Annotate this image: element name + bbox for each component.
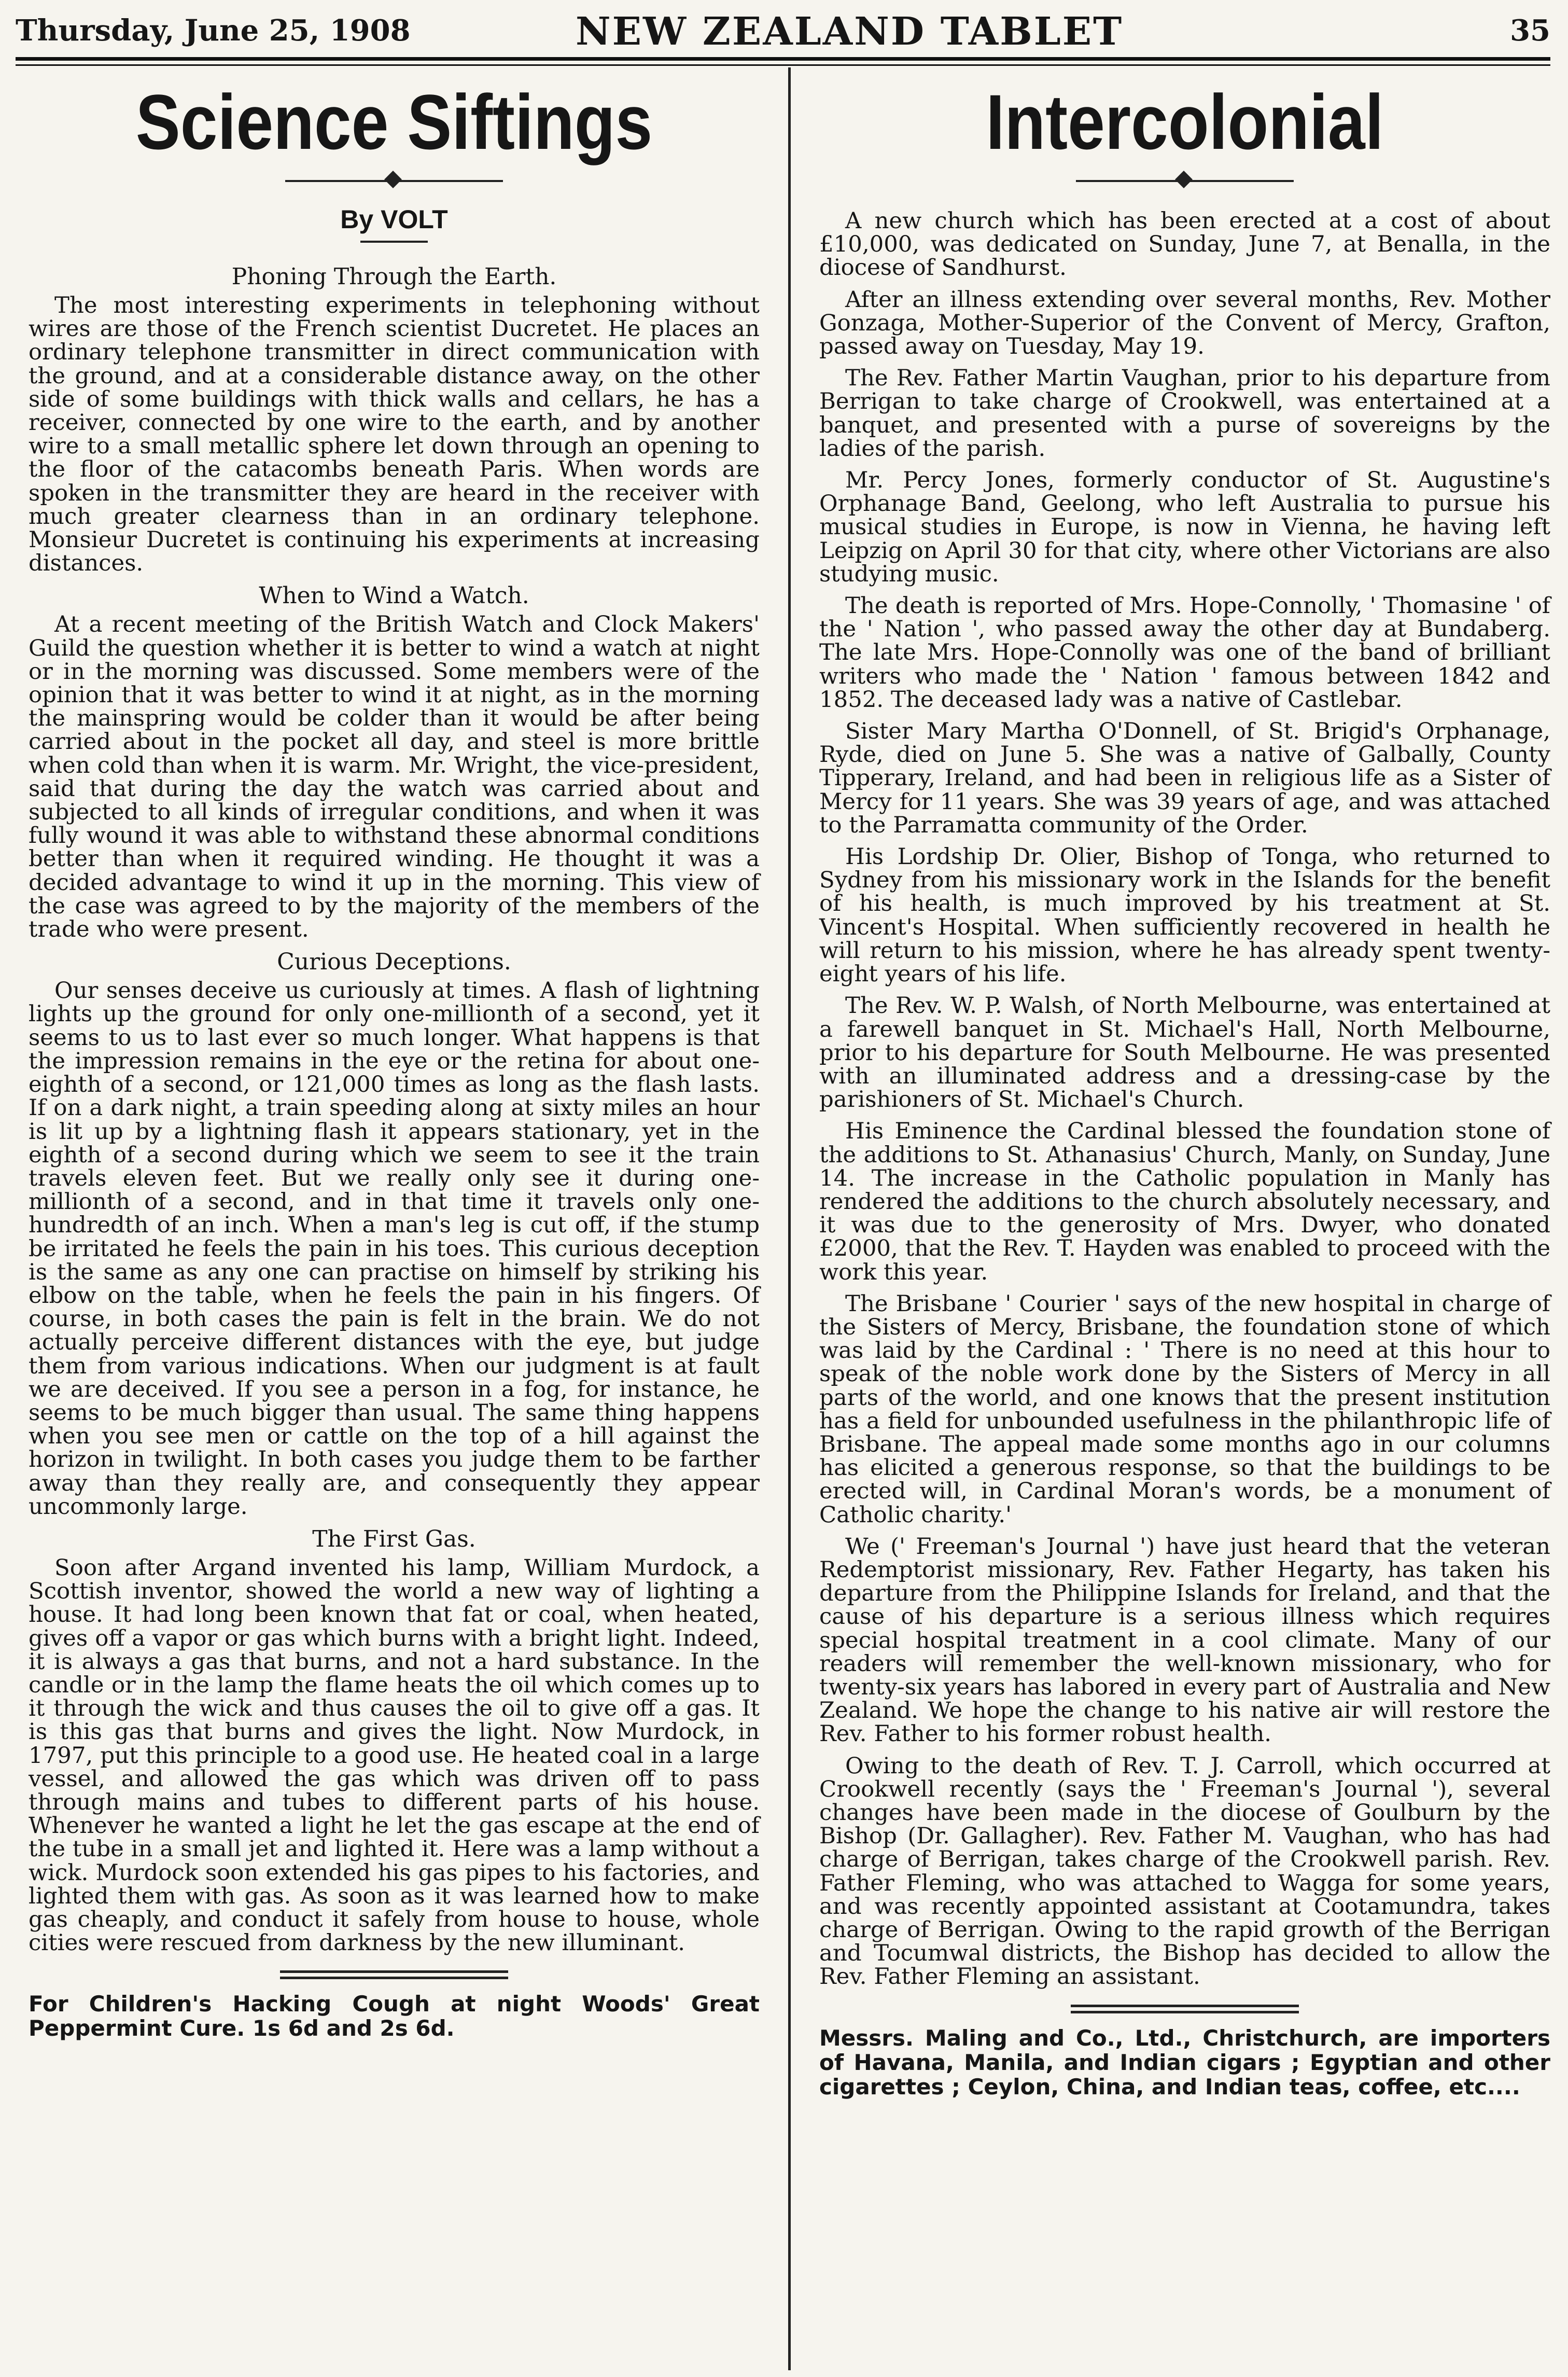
news-item: After an illness extending over several months, Rev. Mother Gonzaga, Mother-Superior of the Convent of Mercy, Grafton, passed away on Tuesday, May 19. xyxy=(819,286,1550,360)
news-item: The Rev. W. P. Walsh, of North Melbourne, was entertained at a farewell banquet in St. Michael's Hall, North Melbourne, prior to his departure for South Melbourne. He was presented with an illuminated address and a dressing-case by the parishioners of St. Michael's Church. xyxy=(819,993,1550,1113)
title-ornament xyxy=(285,173,503,189)
diamond-icon xyxy=(384,171,402,188)
page-header xyxy=(16,9,1550,54)
news-item: His Eminence the Cardinal blessed the foundation stone of the additions to St. Athanasius' Church, Manly, on Sunday, June 14. The increase in the Catholic population in Manly has rendered the additions to the church absolutely necessary, and it was due to the generosity of Mrs. Dwyer, who donated £2000, that the Rev. T. Hayden was enabled to proceed with the work this year. xyxy=(819,1118,1550,1285)
intercolonial-column xyxy=(819,78,1550,2100)
header-date: Thursday, June 25, 1908 xyxy=(16,13,411,48)
section-title: Science Siftings xyxy=(135,78,653,165)
advert-rule xyxy=(1071,2005,1299,2013)
header-rule-thin xyxy=(16,64,1550,66)
advert-rule xyxy=(280,1970,508,1979)
byline-rule xyxy=(360,241,428,243)
news-item: Mr. Percy Jones, formerly conductor of St. Augustine's Orphanage Band, Geelong, who left Australia to pursue his musical studies in Europe, is now in Vienna, he having left Leipzig on April 30 for that city, where other Victorians are also studying music. xyxy=(819,467,1550,587)
article-subhead: Phoning Through the Earth. xyxy=(231,263,557,290)
article-subhead: The First Gas. xyxy=(312,1525,476,1552)
news-item: The Rev. Father Martin Vaughan, prior to his departure from Berrigan to take charge of Crookwell, was entertained at a banquet, and presented with a purse of sovereigns by the ladies of the parish. xyxy=(819,365,1550,462)
publication-title: NEW ZEALAND TABLET xyxy=(576,9,1124,54)
advertisement: Messrs. Maling and Co., Ltd., Christchurch, are importers of Havana, Manila, and Indian cigars ; Egyptian and other cigarettes ; Ceylon, China, and Indian teas, coffee, etc.... xyxy=(819,2025,1550,2100)
byline: By VOLT xyxy=(340,205,448,234)
news-item: Owing to the death of Rev. T. J. Carroll, which occurred at Crookwell recently (says the ' Freeman's Journal '), several changes have been made in the diocese of Goulburn by the Bishop (Dr. Gallagher). Rev. Father M. Vaughan, who has had charge of Berrigan, takes charge of the Crookwell parish. Rev. Father Fleming, who was attached to Wagga for some years, and was recently appointed assistant at Cootamundra, takes charge of Berrigan. Owing to the rapid growth of the Berrigan and Tocumwal districts, the Bishop has decided to allow the Rev. Father Fleming an assistant. xyxy=(819,1753,1550,1990)
news-item: The Brisbane ' Courier ' says of the new hospital in charge of the Sisters of Mercy, Brisbane, the foundation stone of which was laid by the Cardinal : ' There is no need at this hour to speak of the noble work done by the Sisters of Mercy in all parts of the world, and one knows that the present institution has a field for unbounded usefulness in the philanthropic life of Brisbane. The appeal made some months ago in our columns has elicited a generous response, so that the buildings to be erected will, in Cardinal Moran's words, be a monument of Catholic charity.' xyxy=(819,1290,1550,1528)
article-paragraph: At a recent meeting of the British Watch and Clock Makers' Guild the question whether it is better to wind a watch at night or in the morning was discussed. Some members were of the opinion that it was better to wind it at night, as in the morning the mainspring would be colder than it would be after being carried about in the pocket all day, and steel is more brittle when cold than when it is warm. Mr. Wright, the vice-president, said that during the day the watch was carried about and subjected to all kinds of irregular conditions, and when it was fully wound it was able to withstand these abnormal conditions better than when it required winding. He thought it was a decided advantage to wind it up in the morning. This view of the case was agreed to by the majority of the members of the trade who were present. xyxy=(29,611,760,943)
article-paragraph: The most interesting experiments in telephoning without wires are those of the French scientist Ducretet. He places an ordinary telephone transmitter in direct communication with the ground, and at a considerable distance away, on the other side of some buildings with thick walls and cellars, he has a receiver, connected by one wire to the earth, and by another wire to a small metallic sphere let down through an opening to the floor of the catacombs beneath Paris. When words are spoken in the transmitter they are heard in the receiver with much greater clearness than in an ordinary telephone. Monsieur Ducretet is continuing his experiments at increasing distances. xyxy=(29,293,760,577)
article-paragraph: Soon after Argand invented his lamp, William Murdock, a Scottish inventor, showed the world a new way of lighting a house. It had long been known that fat or coal, when heated, gives off a vapor or gas which burns with a bright light. Indeed, it is always a gas that burns, and not a hard substance. In the candle or in the lamp the flame heats the oil which comes up to it through the wick and thus causes the oil to give off a gas. It is this gas that burns and gives the light. Now Murdock, in 1797, put this principle to a good use. He heated coal in a large vessel, and allowed the gas which was driven off to pass through mains and tubes to different parts of his house. Whenever he wanted a light he let the gas escape at the end of the tube in a small jet and lighted it. Here was a lamp without a wick. Murdock soon extended his gas pipes to his factories, and lighted them with gas. As soon as it was learned how to make gas cheaply, and conduct it safely from house to house, whole cities were rescued from darkness by the new illuminant. xyxy=(29,1554,760,1956)
header-rule-thick xyxy=(16,57,1550,61)
science-siftings-column xyxy=(29,78,760,2041)
news-item: The death is reported of Mrs. Hope-Connolly, ' Thomasine ' of the ' Nation ', who passed away the other day at Bundaberg. The late Mrs. Hope-Connolly was one of the band of brilliant writers who made the ' Nation ' famous between 1842 and 1852. The deceased lady was a native of Castlebar. xyxy=(819,593,1550,713)
article-subhead: Curious Deceptions. xyxy=(277,949,511,976)
news-item: We (' Freeman's Journal ') have just heard that the veteran Redemptorist missionary, Rev. Father Hegarty, has taken his departure from the Philippine Islands for Ireland, and that the cause of his departure is a serious illness which requires special hospital treatment in a cool climate. Many of our readers will remember the well-known missionary, who for twenty-six years has labored in every part of Australia and New Zealand. We hope the change to his native air will restore the Rev. Father to his former robust health. xyxy=(819,1533,1550,1747)
article-subhead: When to Wind a Watch. xyxy=(259,582,529,609)
column-divider xyxy=(788,67,791,2370)
title-ornament xyxy=(1076,173,1294,189)
news-item: Sister Mary Martha O'Donnell, of St. Brigid's Orphanage, Ryde, died on June 5. She was a native of Galbally, County Tipperary, Ireland, and had been in religious life as a Sister of Mercy for 11 years. She was 39 years of age, and was attached to the Parramatta community of the Order. xyxy=(819,718,1550,838)
page-number: 35 xyxy=(1510,13,1550,48)
section-title: Intercolonial xyxy=(986,78,1384,165)
news-item: A new church which has been erected at a cost of about £10,000, was dedicated on Sunday, June 7, at Benalla, in the diocese of Sandhurst. xyxy=(819,208,1550,281)
advertisement: For Children's Hacking Cough at night Woods' Great Peppermint Cure. 1s 6d and 2s 6d. xyxy=(29,1991,760,2041)
article-paragraph: Our senses deceive us curiously at times. A flash of lightning lights up the ground for only one-millionth of a second, yet it seems to us to last ever so much longer. What happens is that the impression remains in the eye or the retina for about one-eighth of a second, or 121,000 times as long as the flash lasts. If on a dark night, a train speeding along at sixty miles an hour is lit up by a lightning flash it appears stationary, yet in the eighth of a second during which we seem to see it the train travels eleven feet. But we really only see it during one-millionth of a second, and in that time it travels only one-hundredth of an inch. When a man's leg is cut off, if the stump be irritated he feels the pain in his toes. This curious deception is the same as any one can practise on himself by striking his elbow on the table, when he feels the pain in his fingers. Of course, in both cases the pain is felt in the brain. We do not actually perceive different distances with the eye, but judge them from various indications. When our judgment is at fault we are deceived. If you see a person in a fog, for instance, he seems to be much bigger than usual. The same thing happens when you see men or cattle on the top of a hill against the horizon in twilight. In both cases you judge them to be farther away than they really are, and consequently they appear uncommonly large. xyxy=(29,978,760,1520)
diamond-icon xyxy=(1175,171,1193,188)
news-item: His Lordship Dr. Olier, Bishop of Tonga, who returned to Sydney from his missionary work in the Islands for the benefit of his health, is much improved by his treatment at St. Vincent's Hospital. When sufficiently recovered in health he will return to his mission, where he has already spent twenty-eight years of his life. xyxy=(819,844,1550,988)
